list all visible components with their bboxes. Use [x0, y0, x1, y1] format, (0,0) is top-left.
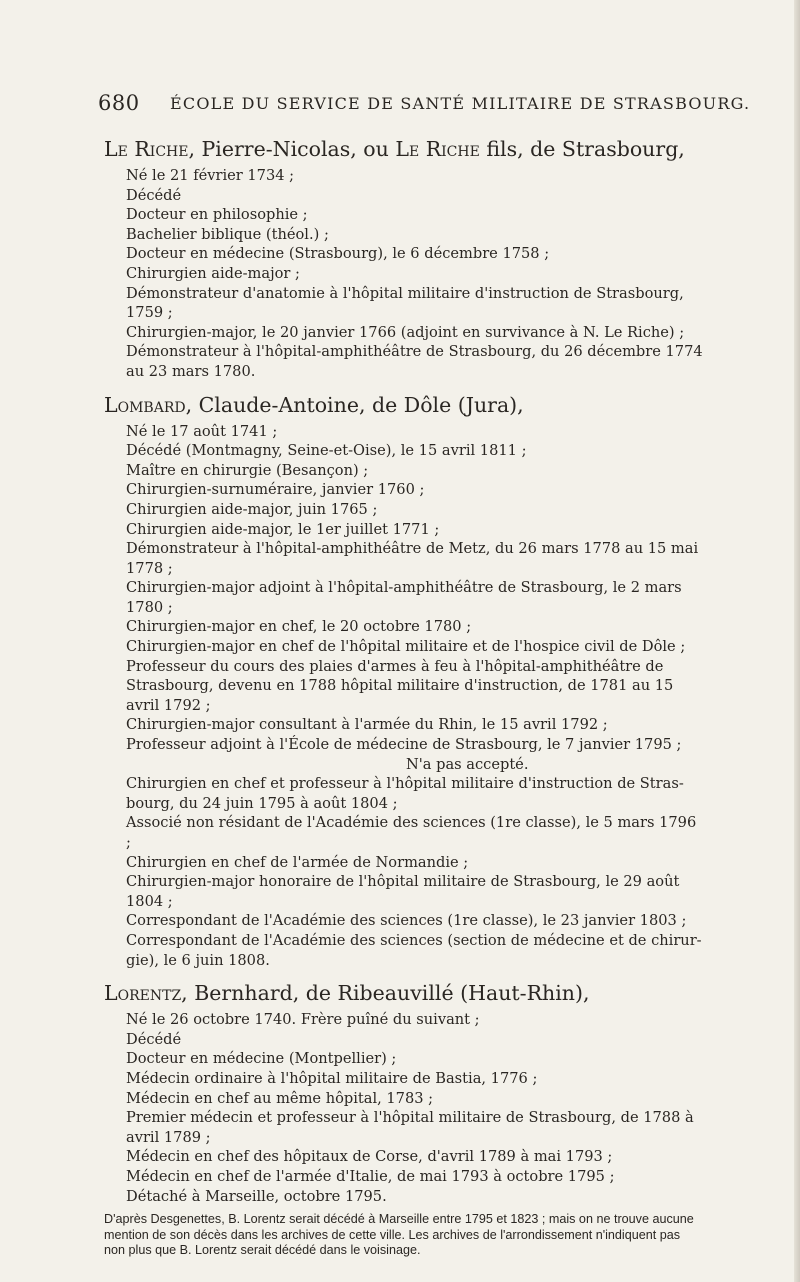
entry-heading: [104, 132, 704, 166]
running-title: ÉCOLE DU SERVICE DE SANTÉ MILITAIRE DE STRASBOURG.: [170, 94, 751, 113]
entry-heading: [104, 976, 704, 1010]
list-item: Né le 17 août 1741 ;: [126, 422, 278, 440]
list-item: Décédé: [126, 186, 182, 204]
list-item: Démonstrateur à l'hôpital-amphithéâtre de Strasbourg, du 26 décembre 1774: [126, 343, 703, 361]
list-item: au 23 mars 1780.: [126, 362, 256, 380]
entry-surname: Lombard: [104, 392, 186, 417]
entry-heading: [104, 388, 704, 422]
list-item: bourg, du 24 juin 1795 à août 1804 ;: [126, 794, 398, 812]
list-item: Chirurgien-major en chef de l'hôpital militaire et de l'hospice civil de Dôle ;: [126, 638, 686, 656]
list-item: Docteur en médecine (Montpellier) ;: [126, 1050, 397, 1068]
entry-heading-rest-2: fils, de Strasbourg,: [479, 137, 685, 161]
page-header: [98, 91, 751, 115]
list-item: Correspondant de l'Académie des sciences (1re classe), le 23 janvier 1803 ;: [126, 912, 687, 930]
list-item: Professeur du cours des plaies d'armes à feu à l'hôpital-amphithéâtre de: [126, 657, 664, 675]
list-item: Décédé (Montmagny, Seine-et-Oise), le 15 avril 1811 ;: [126, 442, 527, 460]
list-item: Chirurgien-major honoraire de l'hôpital militaire de Strasbourg, le 29 août 1804 ;: [126, 873, 680, 910]
entry-list: [104, 166, 704, 382]
list-item: Médecin en chef de l'armée d'Italie, de mai 1793 à octobre 1795 ;: [126, 1167, 615, 1185]
list-item: Né le 26 octobre 1740. Frère puîné du suivant ;: [126, 1011, 480, 1029]
list-item: Chirurgien en chef de l'armée de Normandie ;: [126, 853, 469, 871]
list-item: Strasbourg, devenu en 1788 hôpital militaire d'instruction, de 1781 au 15: [126, 677, 674, 695]
list-item: avril 1792 ;: [126, 696, 211, 714]
list-item: Docteur en médecine (Strasbourg), le 6 décembre 1758 ;: [126, 245, 550, 263]
page-number: 680: [98, 91, 140, 115]
entry-surname: Lorentz: [104, 981, 182, 1006]
list-item: Bachelier biblique (théol.) ;: [126, 225, 329, 243]
list-item: Né le 21 février 1734 ;: [126, 167, 295, 184]
list-item: Médecin ordinaire à l'hôpital militaire de Bastia, 1776 ;: [126, 1069, 538, 1087]
list-item: Chirurgien en chef et professeur à l'hôpital militaire d'instruction de Stras-: [126, 775, 684, 793]
list-item: Chirurgien-major consultant à l'armée du Rhin, le 15 avril 1792 ;: [126, 716, 608, 734]
list-item: Chirurgien-major, le 20 janvier 1766 (adjoint en survivance à N. Le Riche) ;: [126, 323, 685, 341]
list-item: Maître en chirurgie (Besançon) ;: [126, 461, 369, 479]
page-body: [104, 130, 704, 1271]
list-item: Chirurgien-surnuméraire, janvier 1760 ;: [126, 481, 425, 499]
list-item: N'a pas accepté.: [406, 755, 529, 773]
list-item: Premier médecin et professeur à l'hôpital militaire de Strasbourg, de 1788 à: [126, 1109, 694, 1127]
entry-surname: Le Riche: [104, 137, 189, 161]
list-item: Correspondant de l'Académie des sciences (section de médecine et de chirur-: [126, 931, 702, 949]
list-item: Chirurgien-major en chef, le 20 octobre 1780 ;: [126, 618, 472, 636]
list-item: Décédé: [126, 1030, 182, 1048]
list-item: Associé non résidant de l'Académie des sciences (1re classe), le 5 mars 1796 ;: [126, 814, 697, 851]
list-item: Démonstrateur à l'hôpital-amphithéâtre de Metz, du 26 mars 1778 au 15 mai 1778 ;: [126, 540, 699, 577]
list-item: Chirurgien aide-major ;: [126, 264, 300, 282]
list-item: Démonstrateur d'anatomie à l'hôpital militaire d'instruction de Strasbourg, 1759 ;: [126, 284, 684, 322]
list-item: avril 1789 ;: [126, 1128, 211, 1146]
list-item: Professeur adjoint à l'École de médecine de Strasbourg, le 7 janvier 1795 ;: [126, 736, 682, 754]
list-item: Médecin en chef au même hôpital, 1783 ;: [126, 1089, 434, 1107]
page-edge: [794, 0, 800, 1282]
list-item: Chirurgien aide-major, juin 1765 ;: [126, 500, 378, 518]
list-item: Médecin en chef des hôpitaux de Corse, d'avril 1789 à mai 1793 ;: [126, 1148, 613, 1166]
entry-list: [104, 422, 704, 971]
list-item: Détaché à Marseille, octobre 1795.: [126, 1187, 387, 1205]
entry-heading-rest: , Pierre-Nicolas, ou: [188, 137, 396, 161]
list-item: Docteur en philosophie ;: [126, 206, 308, 224]
entry-list: [104, 1010, 704, 1206]
list-item: Chirurgien aide-major, le 1er juillet 1771 ;: [126, 520, 440, 538]
entry-heading-rest: , Bernhard, de Ribeauvillé (Haut-Rhin),: [181, 981, 590, 1006]
footnote: D'après Desgenettes, B. Lorentz serait décédé à Marseille entre 1795 et 1823 ; mais on ne trouve aucune mention de son décès dans les archives de cette ville. Les archives de l'arrondissement n'indiquent pas non plus que B. Lorentz serait décédé dans le voisinage.: [104, 1212, 694, 1258]
entry-heading-rest: , Claude-Antoine, de Dôle (Jura),: [185, 392, 524, 417]
list-item: gie), le 6 juin 1808.: [126, 951, 270, 969]
list-item: Chirurgien-major adjoint à l'hôpital-amphithéâtre de Strasbourg, le 2 mars 1780 ;: [126, 579, 682, 616]
entry-surname-2: Le Riche: [395, 137, 480, 161]
